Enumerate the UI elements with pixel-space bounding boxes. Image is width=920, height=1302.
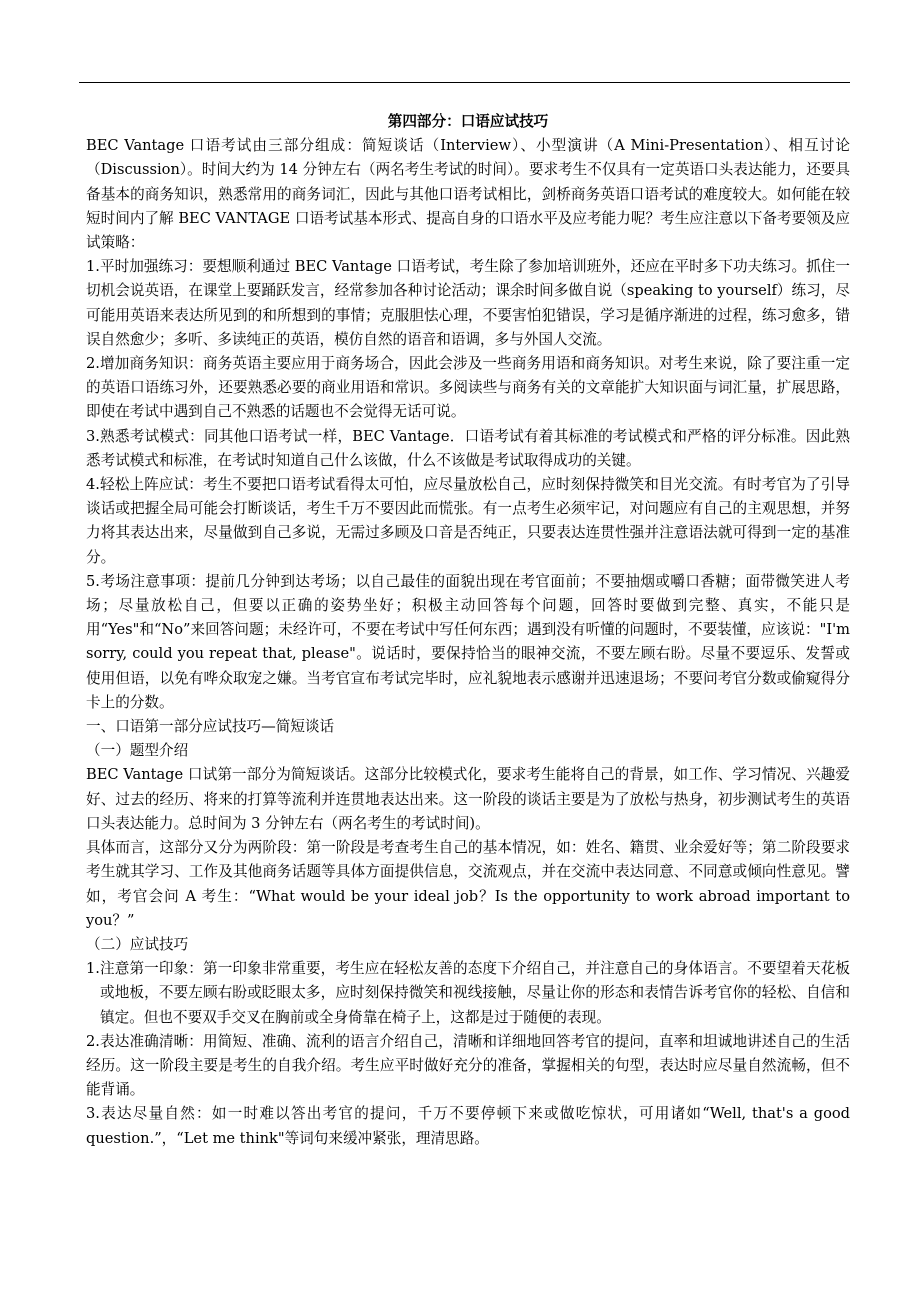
paragraph-tip-2: 2.增加商务知识：商务英语主要应用于商务场合，因此会涉及一些商务用语和商务知识。对考生来说，除了要注重一定的英语口语练习外，还要熟悉必要的商业用语和常识。多阅读些与商务有关的文章能扩大知识面与词汇量，扩展思路，即使在考试中遇到自己不熟悉的话题也不会觉得无话可说。 [86, 355, 850, 421]
paragraph-format-intro: BEC Vantage 口试第一部分为简短谈话。这部分比较模式化，要求考生能将自己的背景，如工作、学习情况、兴趣爱好、过去的经历、将来的打算等流利并连贯地表达出来。这一阶段的谈话主要是为了放松与热身，初步测试考生的英语口头表达能力。总时间为 3 分钟左右（两名考生的考试时间)。 [86, 766, 850, 832]
paragraph-intro: BEC Vantage 口语考试由三部分组成：简短谈话（Interview）、小型演讲（A Mini-Presentation）、相互讨论（Discussion）。时间大约为 14 分钟左右（两名考生考试的时间）。要求考生不仅具有一定英语口头表达能力，还要具备基本的商务知识，熟悉常用的商务词汇，因此与其他口语考试相比，剑桥商务英语口语考试的难度较大。如何能在较短时间内了解 BEC VANTAGE 口语考试基本形式、提高自身的口语水平及应考能力呢？考生应注意以下备考要领及应试策略： [86, 137, 850, 252]
paragraph-format-detail: 具体而言，这部分又分为两阶段：第一阶段是考查考生自己的基本情况，如：姓名、籍贯、业余爱好等；第二阶段要求考生就其学习、工作及其他商务话题等具体方面提供信息，交流观点，并在交流中表达同意、不同意或倾向性意见。譬如，考官会问 A 考生：“What would be your ideal job？Is the opportunity to work abroad important to you？” [86, 839, 850, 929]
paragraph-tip-5: 5.考场注意事项：提前几分钟到达考场；以自己最佳的面貌出现在考官面前；不要抽烟或嚼口香糖；面带微笑进人考场；尽量放松自己，但要以正确的姿势坐好；积极主动回答每个问题，回答时要做到完整、真实，不能只是用“Yes"和“No”来回答问题；未经许可，不要在考试中写任何东西；遇到没有听懂的问题时，不要装懂，应该说："I'm sorry, could you repeat that, please"。说话时，要保持恰当的眼神交流，不要左顾右盼。尽量不要逗乐、发誓或使用但语，以免有哗众取宠之嫌。当考官宣布考试完毕时，应礼貌地表示感谢并迅速退场；不要问考官分数或偷窥得分卡上的分数。 [86, 572, 850, 711]
section-heading-part-1: 一、口语第一部分应试技巧—简短谈话 [86, 718, 335, 736]
paragraph-technique-1: 1.注意第一印象：第一印象非常重要，考生应在轻松友善的态度下介绍自己，并注意自己的身体语言。不要望着天花板或地板，不要左顾右盼或眨眼太多，应时刻保持微笑和视线接触，尽量让你的形态和表情告诉考官你的轻松、自信和镇定。但也不要双手交叉在胸前或全身倚靠在椅子上，这都是过于随便的表现。 [86, 960, 850, 1026]
paragraph-technique-3: 3.表达尽量自然：如一时难以答出考官的提问，千万不要停顿下来或做吃惊状，可用诸如“Well, that's a good question.”，“Let me think"等词句来缓冲紧张，理清思路。 [86, 1105, 850, 1147]
document-title: 第四部分：口语应试技巧 [387, 113, 549, 130]
header-rule [79, 82, 850, 83]
subheading-techniques: （二）应试技巧 [86, 935, 189, 953]
paragraph-tip-3: 3.熟悉考试模式：同其他口语考试一样，BEC Vantage．口语考试有着其标准的考试模式和严格的评分标准。因此熟悉考试模式和标准，在考试时知道自己什么该做，什么不该做是考试取得成功的关键。 [86, 427, 850, 469]
document-body [86, 110, 850, 1151]
subheading-format: （一）题型介绍 [86, 742, 189, 760]
paragraph-technique-2: 2.表达准确清晰：用简短、准确、流利的语言介绍自己，清晰和详细地回答考官的提问，直率和坦诚地讲述自己的生活经历。这一阶段主要是考生的自我介绍。考生应平时做好充分的准备，掌握相关的句型，表达时应尽量自然流畅，但不能背诵。 [86, 1032, 850, 1099]
paragraph-tip-1: 1.平时加强练习：要想顺利通过 BEC Vantage 口语考试，考生除了参加培训班外，还应在平时多下功夫练习。抓住一切机会说英语，在课堂上要踊跃发言，经常参加各种讨论活动；课余时间多做自说（speaking to yourself）练习，尽可能用英语来表达所见到的和所想到的事情；克服胆怯心理，不要害怕犯错误，学习是循序渐进的过程，练习愈多，错误自然愈少；多听、多读纯正的英语，模仿自然的语音和语调，多与外国人交流。 [86, 258, 850, 348]
paragraph-tip-4: 4.轻松上阵应试：考生不要把口语考试看得太可怕，应尽量放松自己，应时刻保持微笑和目光交流。有时考官为了引导谈话或把握全局可能会打断谈话，考生千万不要因此而慌张。有一点考生必须牢记，对问题应有自己的主观思想，并努力将其表达出来，尽量做到自己多说，无需过多顾及口音是否纯正，只要表达连贯性强并注意语法就可得到一定的基准分。 [86, 476, 850, 566]
